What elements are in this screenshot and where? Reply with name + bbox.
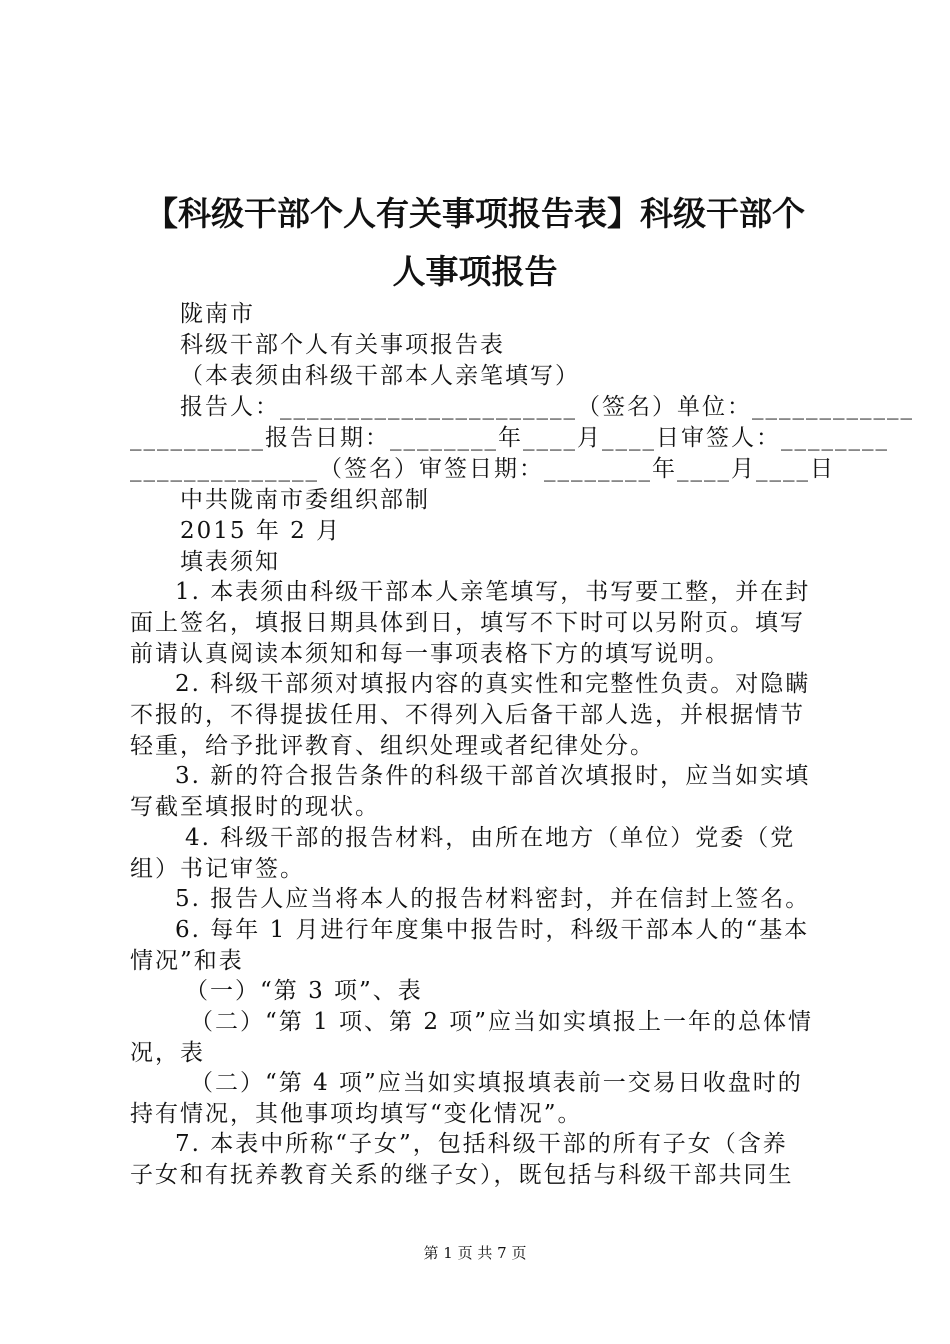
body-text-line: 前请认真阅读本须知和每一事项表格下方的填写说明。 [130,641,730,667]
page-footer: 第 1 页 共 7 页 [423,1244,527,1262]
body-text-line: 组）书记审签。 [130,856,305,882]
body-text-line: 轻重，给予批评教育、组织处理或者纪律处分。 [130,733,655,759]
body-text-line: （二）“第 1 项、第 2 项”应当如实填报上一年的总体情 [190,1009,814,1035]
body-text-line: 2015 年 2 月 [180,518,342,544]
body-text-line: 写截至填报时的现状。 [130,794,380,820]
body-text-line: 科级干部个人有关事项报告表 [180,332,505,358]
body-text-line: 5. 报告人应当将本人的报告材料密封，并在信封上签名。 [175,886,811,912]
body-text-line: （一）“第 3 项”、表 [185,978,423,1004]
body-text-line: 2. 科级干部须对填报内容的真实性和完整性负责。对隐瞒 [175,671,811,697]
document-title-line-2: 人事项报告 [392,252,558,291]
body-text-line: （二）“第 4 项”应当如实填报填表前一交易日收盘时的 [190,1070,803,1096]
body-text-line: 报告人：______________________（签名）单位：____________ [180,394,914,420]
body-text-line: 中共陇南市委组织部制 [180,487,430,513]
body-text-line: 4. 科级干部的报告材料，由所在地方（单位）党委（党 [185,825,796,851]
body-text-line: ______________（签名）审签日期：________年____月____日 [130,456,835,482]
body-text-line: 填表须知 [180,549,280,575]
body-text-line: __________报告日期：________年____月____日审签人：________ [130,425,889,451]
body-text-line: 持有情况，其他事项均填写“变化情况”。 [130,1101,583,1127]
body-text-line: 陇南市 [180,301,255,327]
body-text-line: 面上签名，填报日期具体到日，填写不下时可以另附页。填写 [130,610,805,636]
body-text-line: 况，表 [130,1040,205,1066]
body-text-line: 1. 本表须由科级干部本人亲笔填写，书写要工整，并在封 [175,579,811,605]
document-title-line-1: 【科级干部个人有关事项报告表】科级干部个 [145,194,805,233]
body-text-line: 情况”和表 [130,948,244,974]
body-text-line: （本表须由科级干部本人亲笔填写） [180,363,580,389]
body-text-line: 3. 新的符合报告条件的科级干部首次填报时，应当如实填 [175,763,811,789]
body-text-line: 7. 本表中所称“子女”，包括科级干部的所有子女（含养 [175,1131,788,1157]
body-text-line: 子女和有抚养教育关系的继子女），既包括与科级干部共同生 [130,1162,794,1188]
body-text-line: 不报的，不得提拔任用、不得列入后备干部人选，并根据情节 [130,702,805,728]
body-text-line: 6. 每年 1 月进行年度集中报告时，科级干部本人的“基本 [175,917,810,943]
